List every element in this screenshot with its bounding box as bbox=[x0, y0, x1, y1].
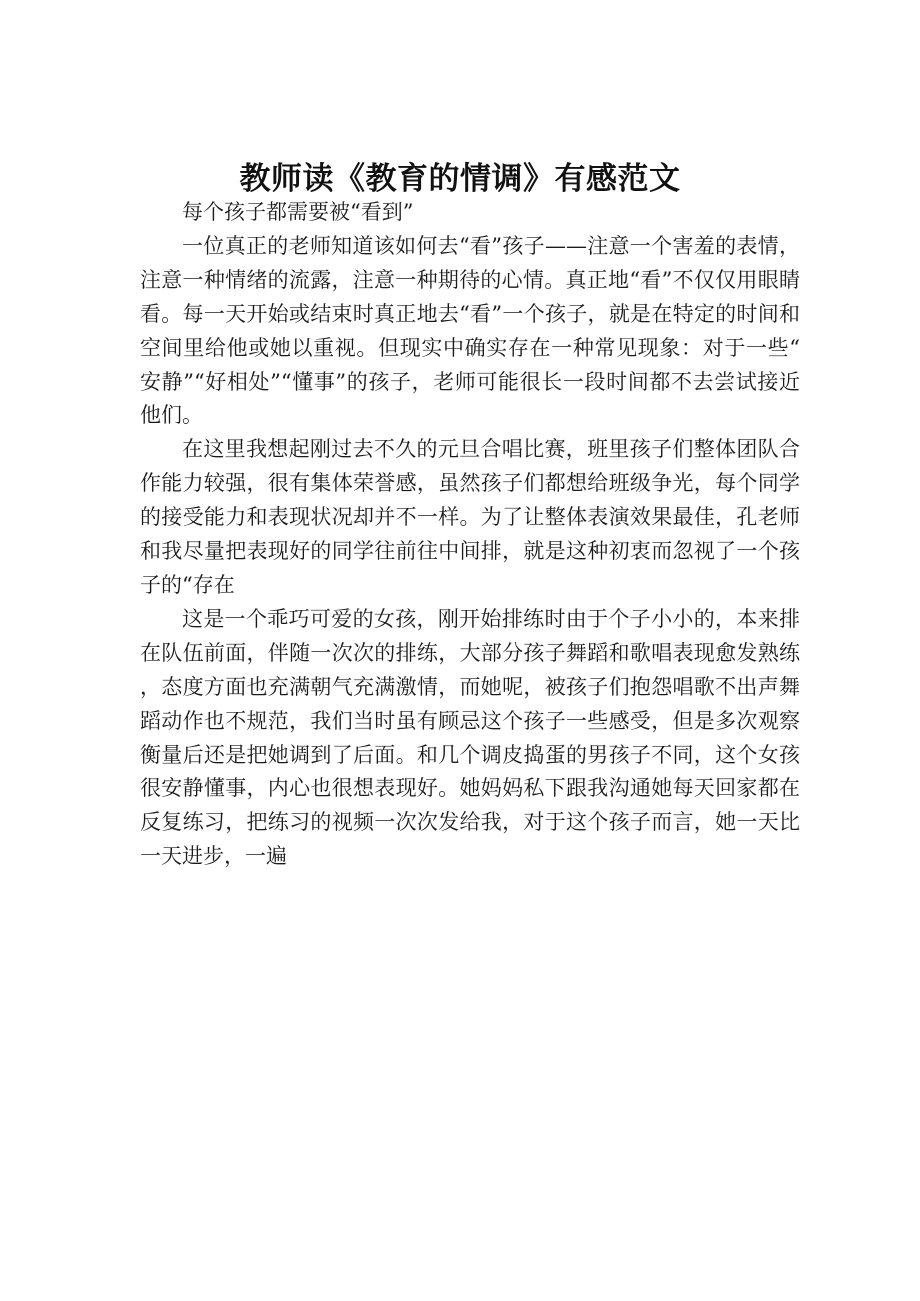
paragraph: 在这里我想起刚过去不久的元旦合唱比赛，班里孩子们整体团队合作能力较强，很有集体荣誉感，虽然孩子们都想给班级争光，每个同学的接受能力和表现状况却并不一样。为了让整体表演效果最佳，孔老师和我尽量把表现好的同学往前往中间排，就是这种初衷而忽视了一个孩子的“存在 bbox=[140, 437, 800, 597]
document-title: 教师读《教育的情调》有感范文 bbox=[239, 160, 681, 197]
paragraph-heading: 每个孩子都需要被“看到” bbox=[182, 200, 414, 224]
paragraph: 这是一个乖巧可爱的女孩，刚开始排练时由于个子小小的，本来排在队伍前面，伴随一次次的排练，大部分孩子舞蹈和歌唱表现愈发熟练，态度方面也充满朝气充满激情，而她呢，被孩子们抱怨唱歌不出声舞蹈动作也不规范，我们当时虽有顾忌这个孩子一些感受，但是多次观察衡量后还是把她调到了后面。和几个调皮捣蛋的男孩子不同，这个女孩很安静懂事，内心也很想表现好。她妈妈私下跟我沟通她每天回家都在反复练习，把练习的视频一次次发给我，对于这个孩子而言，她一天比一天进步，一遍 bbox=[140, 606, 800, 869]
paragraph: 一位真正的老师知道该如何去“看”孩子——注意一个害羞的表情，注意一种情绪的流露，注意一种期待的心情。真正地“看”不仅仅用眼睛看。每一天开始或结束时真正地去“看”一个孩子，就是在特定的时间和空间里给他或她以重视。但现实中确实存在一种常见现象：对于一些“安静”“好相处”“懂事”的孩子，老师可能很长一段时间都不去尝试接近他们。 bbox=[140, 233, 800, 428]
document-body bbox=[140, 196, 800, 874]
